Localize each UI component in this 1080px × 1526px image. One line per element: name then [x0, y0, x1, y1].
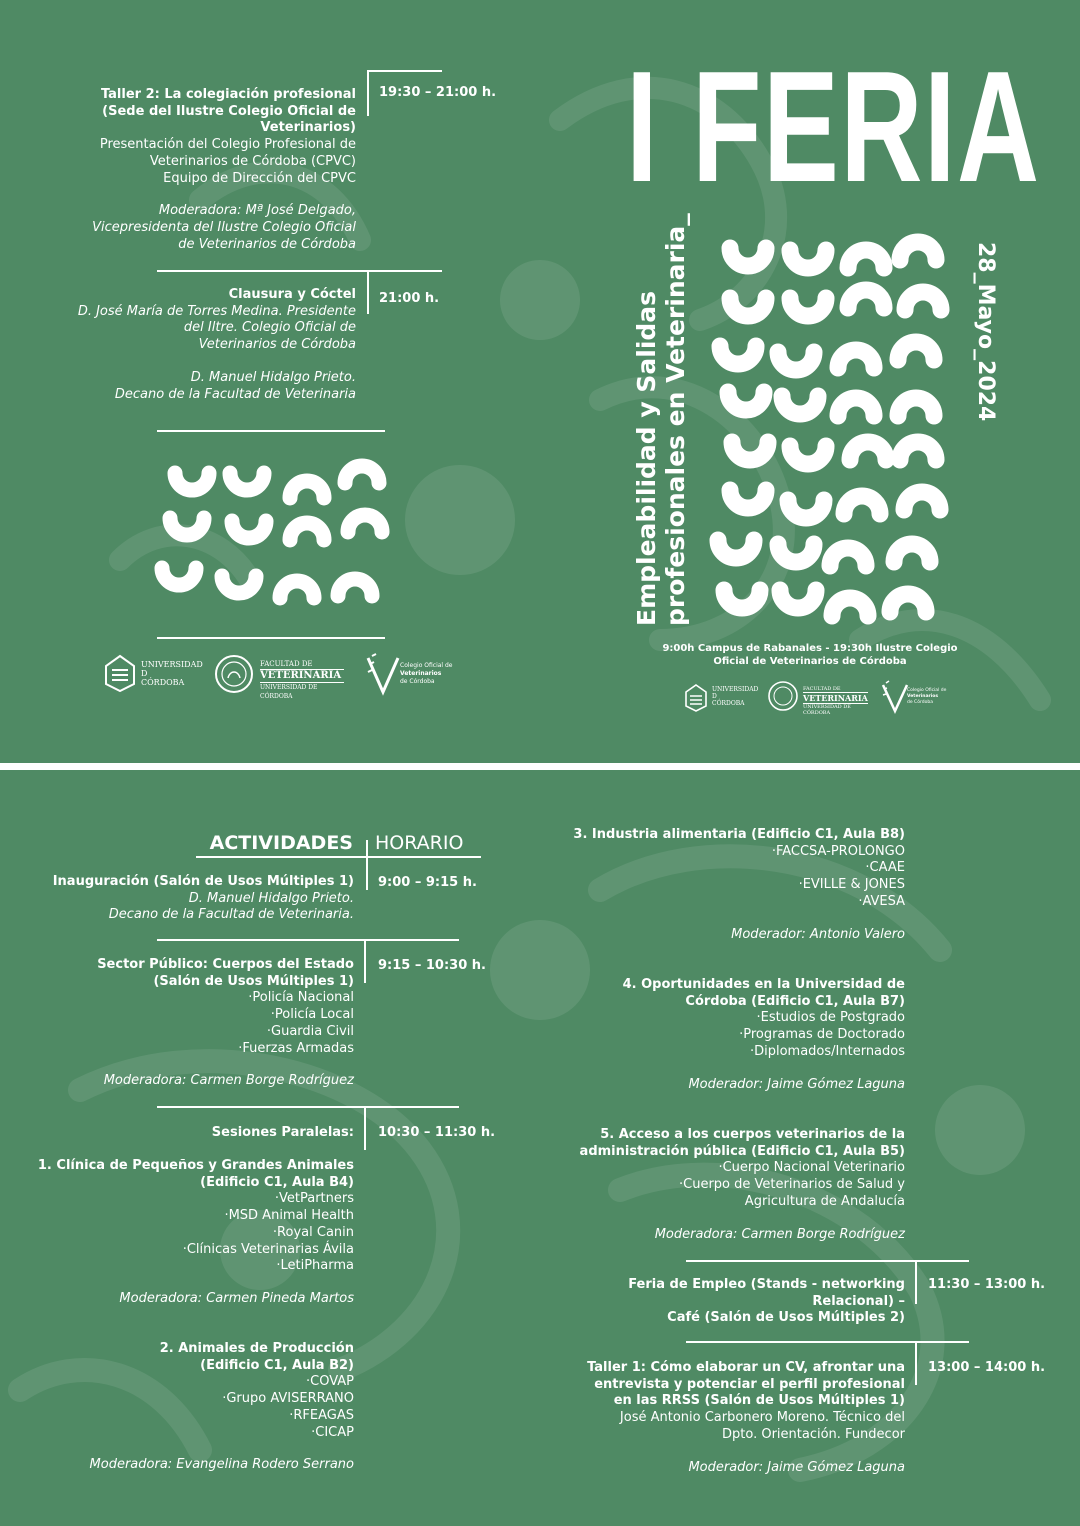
inauguracion-line: D. Manuel Hidalgo Prieto. [188, 890, 354, 906]
divider [196, 856, 481, 858]
colegio-text-line: Veterinarios [907, 694, 939, 699]
session1-item: ·Royal Canin [272, 1224, 354, 1240]
clausura-time: 21:00 h. [379, 291, 440, 306]
logo-facultad-veterinaria [214, 654, 344, 700]
session5-title-line: 5. Acceso a los cuerpos veterinarios de la [600, 1127, 905, 1142]
taller2-body-line: Veterinarios de Córdoba (CPVC) [149, 153, 356, 169]
taller2-moderator-line: Moderadora: Mª José Delgado, [158, 203, 356, 219]
taller1-body-line: José Antonio Carbonero Moreno. Técnico del [619, 1410, 905, 1426]
feria-title-line: Feria de Empleo (Stands - networking [628, 1277, 905, 1292]
session5-item: Agricultura de Andalucía [744, 1193, 905, 1209]
clausura-title: Clausura y Cóctel [228, 287, 356, 302]
session1-item: ·Clínicas Veterinarias Ávila [182, 1241, 354, 1257]
cover-subtitle-line: profesionales en Veterinaria_ [661, 213, 690, 626]
logo-universidad-cordoba-small [684, 682, 759, 712]
cover-venue [640, 642, 980, 668]
feria-title-line: Relacional) – [812, 1293, 905, 1309]
logo-colegio-veterinarios-small [880, 680, 950, 714]
session4-item: ·Diplomados/Internados [749, 1043, 905, 1059]
clausura-line: D. José María de Torres Medina. Presidente [77, 303, 356, 319]
session1-block [20, 1158, 354, 1308]
taller2-moderator-line: de Veterinarios de Córdoba [178, 236, 356, 252]
header-actividades: ACTIVIDADES [209, 832, 353, 854]
session5-moderator: Moderadora: Carmen Borge Rodríguez [654, 1226, 905, 1242]
divider [368, 70, 442, 72]
session3-item: ·EVILLE & JONES [798, 877, 905, 893]
colegio-text-line: Veterinarios [400, 670, 442, 677]
taller2-block [40, 87, 356, 253]
taller2-body-line: Equipo de Dirección del CPVC [163, 170, 356, 186]
session2-item: ·COVAP [305, 1374, 354, 1390]
arc-pattern-large [700, 228, 970, 628]
session5-item: ·Cuerpo Nacional Veterinario [718, 1160, 905, 1176]
uco-text-line: UNIVERSIDAD [141, 660, 203, 669]
sector-publico-title-line: Sector Público: Cuerpos del Estado [97, 957, 354, 972]
divider [157, 1106, 459, 1108]
taller2-moderator-line: Vicepresidenta del Ilustre Colegio Oficial [92, 219, 356, 235]
facultad-text-line: FACULTAD DE [260, 660, 313, 668]
cover-venue-line: 9:00h Campus de Rabanales - 19:30h Ilustre Colegio [662, 643, 958, 654]
divider [366, 840, 368, 856]
sector-publico-moderator: Moderadora: Carmen Borge Rodríguez [103, 1073, 354, 1089]
session4-title-line: 4. Oportunidades en la Universidad de [622, 977, 905, 992]
uco-text-line: D [141, 669, 148, 678]
session5-block [560, 1127, 905, 1243]
feria-empleo-block [560, 1277, 905, 1327]
clausura-line: D. Manuel Hidalgo Prieto. [190, 369, 356, 385]
inauguracion-title: Inauguración (Salón de Usos Múltiples 1) [52, 874, 354, 889]
facultad-text-line: VETERINARIA [803, 693, 868, 703]
colegio-text-line: Colegio Oficial de [400, 662, 453, 669]
taller2-body [40, 137, 356, 187]
taller2-title-line: Veterinarios) [260, 120, 356, 136]
feria-time: 11:30 – 13:00 h. [928, 1277, 1046, 1292]
session4-item: ·Estudios de Postgrado [756, 1010, 905, 1026]
uco-emblem-icon [104, 654, 136, 692]
divider [915, 1341, 917, 1385]
divider [157, 637, 385, 639]
session3-title-line: 3. Industria alimentaria (Edificio C1, Aula B8) [573, 827, 905, 842]
session1-title-line: (Edificio C1, Aula B4) [200, 1174, 354, 1190]
session4-item: ·Programas de Doctorado [739, 1027, 905, 1043]
session1-item: ·VetPartners [274, 1191, 354, 1207]
uco-emblem-icon [684, 684, 708, 712]
divider [367, 270, 369, 314]
cover-subtitle-line: Empleabilidad y Salidas [632, 290, 661, 626]
session3-moderator: Moderador: Antonio Valero [731, 926, 905, 942]
brochure-program-spread [0, 770, 1080, 1526]
session5-title-line: administración pública (Edificio C1, Aula B5) [579, 1143, 905, 1159]
sector-publico-item: ·Policía Nacional [248, 990, 354, 1006]
divider [686, 1260, 969, 1262]
session3-item: ·CAAE [865, 860, 905, 876]
sector-publico-item: ·Guardia Civil [266, 1023, 354, 1039]
colegio-text-line: de Córdoba [400, 678, 435, 685]
taller1-moderator: Moderador: Jaime Gómez Laguna [688, 1459, 905, 1475]
taller1-body-line: Dpto. Orientación. Fundecor [722, 1426, 905, 1442]
facultad-text-line: VETERINARIA [260, 669, 344, 683]
uco-text-line: D [712, 693, 717, 700]
clausura-speaker1 [40, 304, 356, 354]
divider [366, 856, 368, 890]
taller2-moderator [40, 203, 356, 253]
taller1-time: 13:00 – 14:00 h. [928, 1360, 1046, 1375]
clausura-speaker2 [40, 370, 356, 403]
divider [157, 270, 442, 272]
colegio-v-icon [364, 652, 402, 696]
session3-item: ·FACCSA-PROLONGO [771, 843, 905, 859]
session2-block [20, 1341, 354, 1474]
session2-item: ·CICAP [311, 1424, 354, 1440]
session5-item: ·Cuerpo de Veterinarios de Salud y [679, 1177, 905, 1193]
session3-item: ·AVESA [858, 893, 905, 909]
divider [367, 70, 369, 116]
sector-publico-item: ·Fuerzas Armadas [238, 1040, 354, 1056]
colegio-v-icon [880, 680, 910, 714]
session1-title-line: 1. Clínica de Pequeños y Grandes Animales [37, 1158, 354, 1173]
sector-publico-block [40, 957, 354, 1090]
divider [157, 430, 385, 432]
taller2-time: 19:30 – 21:00 h. [379, 85, 497, 100]
facultad-seal-icon [214, 654, 254, 694]
uco-text-line: UNIVERSIDAD [712, 686, 759, 693]
colegio-text-line: Colegio Oficial de [907, 688, 947, 693]
facultad-text-line: FACULTAD DE [803, 686, 841, 692]
sesiones-time: 10:30 – 11:30 h. [378, 1125, 496, 1140]
uco-text-line: CÓRDOBA [141, 678, 185, 687]
divider [157, 939, 459, 941]
session2-title-line: (Edificio C1, Aula B2) [200, 1357, 354, 1373]
taller1-title-line: entrevista y potenciar el perfil profesional [594, 1376, 905, 1392]
inauguracion-block [40, 874, 354, 924]
colegio-text-line: de Córdoba [907, 700, 933, 705]
taller1-block [560, 1360, 905, 1476]
clausura-line: Veterinarios de Córdoba [198, 337, 356, 353]
session4-block [560, 977, 905, 1093]
cover-title: I FERIA [626, 39, 1041, 215]
session4-title-line: Córdoba (Edificio C1, Aula B7) [685, 993, 905, 1009]
logo-colegio-veterinarios [364, 652, 454, 696]
logo-facultad-veterinaria-small [767, 680, 867, 714]
inauguracion-time: 9:00 – 9:15 h. [378, 875, 477, 890]
uco-text-line: CÓRDOBA [712, 700, 745, 707]
sesiones-title: Sesiones Paralelas: [211, 1125, 354, 1140]
cover-date: 28_Mayo_2024 [973, 242, 998, 422]
taller2-body-line: Presentación del Colegio Profesional de [99, 137, 356, 153]
arc-pattern-small [150, 458, 400, 618]
session4-moderator: Moderador: Jaime Gómez Laguna [688, 1076, 905, 1092]
divider [686, 1341, 969, 1343]
divider [364, 939, 366, 983]
header-horario: HORARIO [375, 832, 464, 854]
session2-moderator: Moderadora: Evangelina Rodero Serrano [89, 1457, 354, 1473]
cover-subtitle [632, 213, 690, 626]
session2-item: ·Grupo AVISERRANO [222, 1391, 354, 1407]
clausura-line: del Iltre. Colegio Oficial de [183, 320, 356, 336]
facultad-seal-icon [767, 680, 799, 712]
session3-block [560, 827, 905, 943]
clausura-line: Decano de la Facultad de Veterinaria [114, 386, 356, 402]
divider [915, 1260, 917, 1304]
taller2-title-line: Taller 2: La colegiación profesional [100, 87, 356, 102]
feria-title-line: Café (Salón de Usos Múltiples 2) [667, 1310, 905, 1326]
session1-item: ·MSD Animal Health [224, 1208, 354, 1224]
facultad-text-line: UNIVERSIDAD DE CÓRDOBA [803, 704, 851, 716]
taller2-title-line: (Sede del Ilustre Colegio Oficial de [102, 103, 356, 119]
inauguracion-line: Decano de la Facultad de Veterinaria. [108, 907, 354, 923]
session2-item: ·RFEAGAS [289, 1407, 354, 1423]
taller1-title-line: Taller 1: Cómo elaborar un CV, afrontar una [587, 1360, 905, 1375]
facultad-text-line: UNIVERSIDAD DE CÓRDOBA [260, 684, 318, 700]
divider [364, 1106, 366, 1150]
sector-publico-time: 9:15 – 10:30 h. [378, 958, 486, 973]
cover-venue-line: Oficial de Veterinarios de Córdoba [713, 656, 907, 667]
logo-universidad-cordoba [104, 652, 203, 694]
sector-publico-item: ·Policía Local [270, 1007, 354, 1023]
taller2-title [40, 87, 356, 137]
clausura-block [40, 287, 356, 403]
session1-item: ·LetiPharma [276, 1258, 354, 1274]
session2-title-line: 2. Animales de Producción [159, 1341, 354, 1356]
taller1-title-line: en las RRSS (Salón de Usos Múltiples 1) [613, 1393, 905, 1409]
sector-publico-title-line: (Salón de Usos Múltiples 1) [153, 973, 354, 989]
session1-moderator: Moderadora: Carmen Pineda Martos [119, 1290, 354, 1306]
